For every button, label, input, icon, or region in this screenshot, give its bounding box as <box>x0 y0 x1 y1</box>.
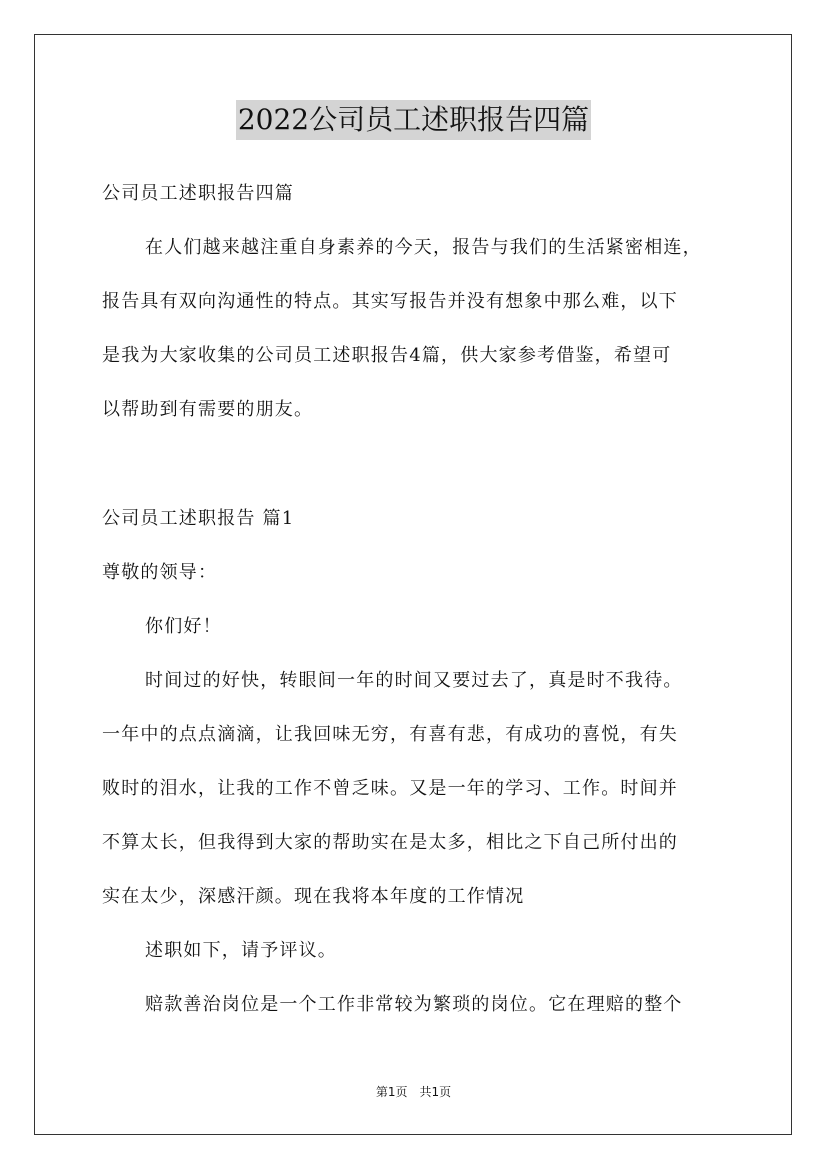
paragraph-line: 在人们越来越注重自身素养的今天，报告与我们的生活紧密相连， <box>145 237 702 258</box>
paragraph-line: 述职如下，请予评议。 <box>145 940 337 961</box>
paragraph-line: 是我为大家收集的公司员工述职报告4篇，供大家参考借鉴，希望可 <box>102 345 672 366</box>
paragraph-line: 一年中的点点滴滴，让我回味无穷，有喜有悲，有成功的喜悦，有失 <box>102 724 678 745</box>
title-block <box>0 100 827 140</box>
paragraph-line: 报告具有双向沟通性的特点。其实写报告并没有想象中那么难，以下 <box>102 291 678 312</box>
paragraph-line: 时间过的好快，转眼间一年的时间又要过去了，真是时不我待。 <box>145 670 683 691</box>
paragraph-line: 以帮助到有需要的朋友。 <box>102 399 314 420</box>
document-title: 2022公司员工述职报告四篇 <box>236 100 591 140</box>
paragraph-line: 败时的泪水，让我的工作不曾乏味。又是一年的学习、工作。时间并 <box>102 778 678 799</box>
paragraph-line: 赔款善治岗位是一个工作非常较为繁琐的岗位。它在理赔的整个 <box>145 994 683 1015</box>
page-number-footer: 第1页 共1页 <box>375 1085 452 1099</box>
paragraph-line: 不算太长，但我得到大家的帮助实在是太多，相比之下自己所付出的 <box>102 832 678 853</box>
section-heading: 公司员工述职报告 篇1 <box>102 508 295 529</box>
paragraph-line: 实在太少，深感汗颜。现在我将本年度的工作情况 <box>102 886 525 907</box>
subtitle-line: 公司员工述职报告四篇 <box>102 183 294 204</box>
greeting: 你们好！ <box>145 616 222 637</box>
salutation: 尊敬的领导： <box>102 562 218 583</box>
